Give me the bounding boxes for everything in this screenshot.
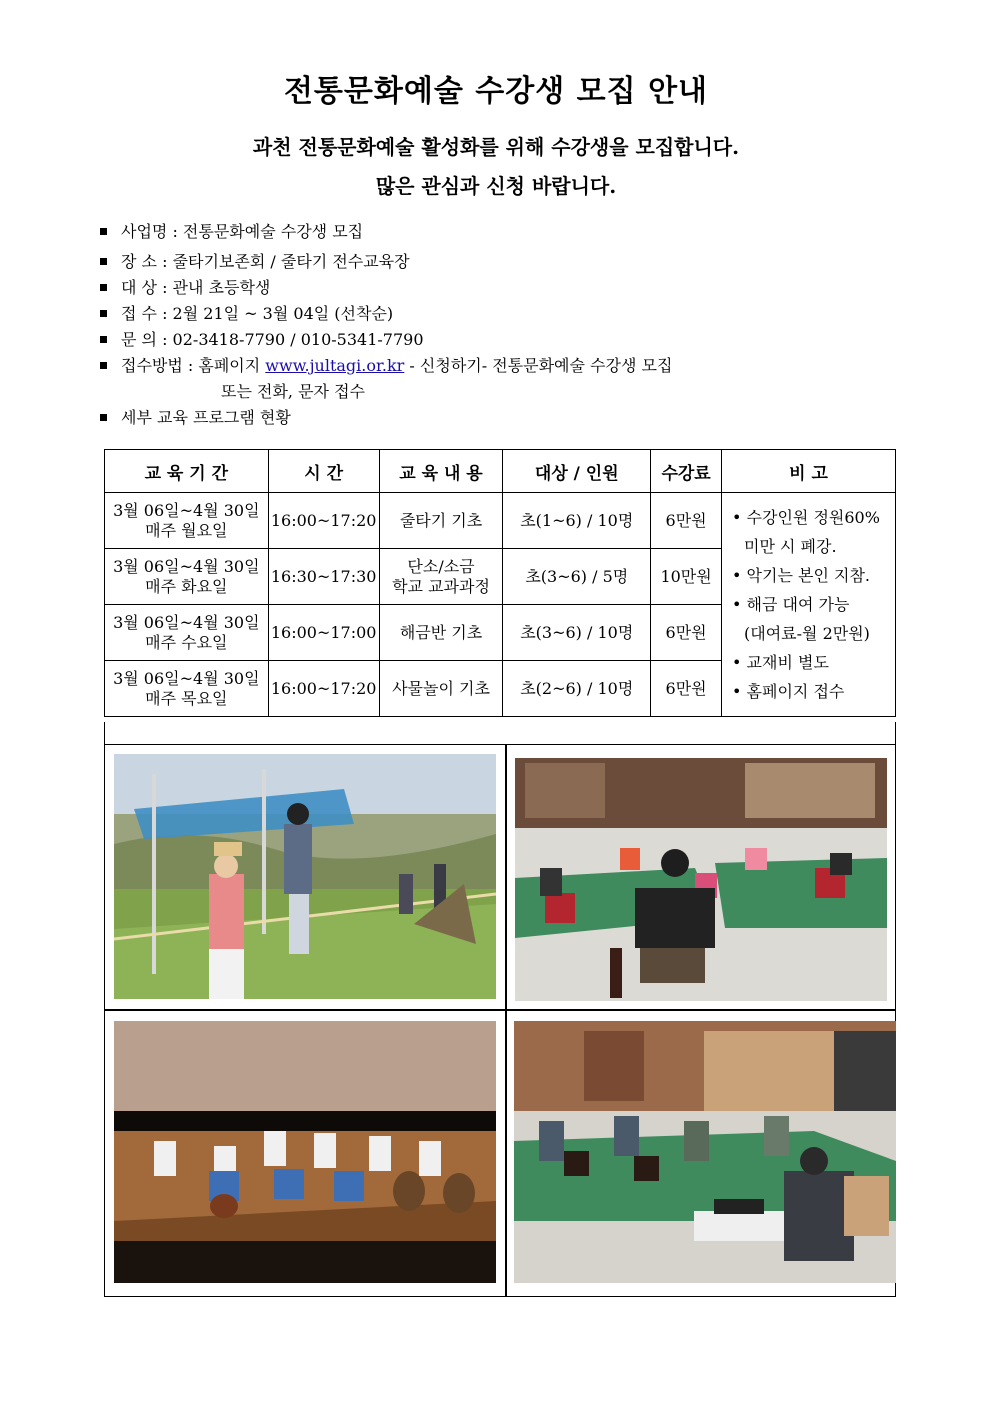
- cell-time: 16:30~17:30: [268, 549, 379, 605]
- cell-period: [105, 493, 269, 549]
- header-fee: 수강료: [651, 450, 722, 493]
- square-bullet-icon: [100, 310, 107, 317]
- homepage-link[interactable]: www.jultagi.or.kr: [265, 356, 405, 375]
- cell-content: [379, 493, 503, 549]
- cell-notes: [722, 493, 896, 717]
- cell-content: [379, 661, 503, 717]
- cell-period: [105, 549, 269, 605]
- cell-period: [105, 661, 269, 717]
- cell-target: 초(3~6) / 5명: [503, 549, 651, 605]
- cell-fee: 10만원: [651, 549, 722, 605]
- square-bullet-icon: [100, 284, 107, 291]
- cell-time: 16:00~17:20: [268, 493, 379, 549]
- grid-divider-vertical: [505, 745, 507, 1296]
- grid-divider-horizontal: [105, 1009, 895, 1011]
- note-line: (대여료-월 2만원): [744, 624, 870, 643]
- info-place: [100, 249, 920, 275]
- note-line: • 수강인원 정원60%: [732, 508, 880, 527]
- note-line: • 홈페이지 접수: [732, 682, 845, 701]
- photo-grid: [104, 722, 896, 1297]
- cell-period: [105, 605, 269, 661]
- photo-samulnori-stage: [114, 1021, 496, 1283]
- content-line: 줄타기 기초: [399, 510, 483, 530]
- info-place-text: 장 소 : 줄타기보존회 / 줄타기 전수교육장: [121, 252, 410, 271]
- header-content: 교 육 내 용: [379, 450, 503, 493]
- program-table: [104, 449, 896, 717]
- note-line: 미만 시 폐강.: [744, 537, 837, 556]
- note-line: • 교재비 별도: [732, 653, 829, 672]
- page-title: 전통문화예술 수강생 모집 안내: [283, 74, 709, 109]
- period-dates: 3월 06일~4월 30일: [113, 500, 260, 520]
- subtitle-line-2: 많은 관심과 신청 바랍니다.: [375, 174, 617, 198]
- header-period: 교 육 기 간: [105, 450, 269, 493]
- info-program: [100, 405, 920, 431]
- header-notes: 비 고: [722, 450, 896, 493]
- info-reception: [100, 301, 920, 327]
- cell-time: 16:00~17:00: [268, 605, 379, 661]
- info-inquiry-text: 문 의 : 02-3418-7790 / 010-5341-7790: [121, 330, 424, 349]
- photo-danso-class: [514, 1021, 896, 1283]
- info-target: [100, 275, 920, 301]
- photo-haegeum-class: [515, 758, 887, 1001]
- cell-target: 초(3~6) / 10명: [503, 605, 651, 661]
- period-dates: 3월 06일~4월 30일: [113, 556, 260, 576]
- content-line: 학교 교과과정: [392, 576, 490, 596]
- info-business-text: 사업명 : 전통문화예술 수강생 모집: [121, 222, 364, 241]
- info-list: [100, 219, 920, 431]
- header-target: 대상 / 인원: [503, 450, 651, 493]
- square-bullet-icon: [100, 336, 107, 343]
- period-dates: 3월 06일~4월 30일: [113, 612, 260, 632]
- table-header-row: [105, 450, 896, 493]
- subtitle-line-1: 과천 전통문화예술 활성화를 위해 수강생을 모집합니다.: [252, 135, 740, 159]
- cell-fee: 6만원: [651, 661, 722, 717]
- square-bullet-icon: [100, 228, 107, 235]
- period-weekday: 매주 목요일: [145, 688, 228, 708]
- period-weekday: 매주 월요일: [145, 520, 228, 540]
- info-method: [100, 353, 920, 379]
- square-bullet-icon: [100, 258, 107, 265]
- square-bullet-icon: [100, 414, 107, 421]
- period-weekday: 매주 수요일: [145, 632, 228, 652]
- info-method-suffix: - 신청하기- 전통문화예술 수강생 모집: [404, 356, 673, 375]
- photo-grid-top-strip: [105, 722, 895, 745]
- note-line: • 악기는 본인 지참.: [732, 566, 870, 585]
- content-line: 해금반 기초: [399, 622, 483, 642]
- info-target-text: 대 상 : 관내 초등학생: [121, 278, 271, 297]
- info-program-text: 세부 교육 프로그램 현황: [121, 408, 291, 427]
- period-weekday: 매주 화요일: [145, 576, 228, 596]
- cell-content: [379, 605, 503, 661]
- info-business: [100, 219, 920, 245]
- info-inquiry: [100, 327, 920, 353]
- square-bullet-icon: [100, 362, 107, 369]
- cell-target: 초(1~6) / 10명: [503, 493, 651, 549]
- note-line: • 해금 대여 가능: [732, 595, 850, 614]
- period-dates: 3월 06일~4월 30일: [113, 668, 260, 688]
- content-line: 사물놀이 기초: [392, 678, 490, 698]
- info-method-prefix: 접수방법 : 홈페이지: [121, 356, 266, 375]
- header-time: 시 간: [268, 450, 379, 493]
- content-line: 단소/소금: [407, 556, 475, 576]
- cell-content: [379, 549, 503, 605]
- info-method-continued: 또는 전화, 문자 접수: [221, 382, 365, 401]
- cell-fee: 6만원: [651, 493, 722, 549]
- info-reception-text: 접 수 : 2월 21일 ~ 3월 04일 (선착순): [121, 304, 394, 323]
- photo-tightrope-outdoor: [114, 754, 496, 999]
- cell-fee: 6만원: [651, 605, 722, 661]
- table-row: [105, 493, 896, 549]
- cell-time: 16:00~17:20: [268, 661, 379, 717]
- cell-target: 초(2~6) / 10명: [503, 661, 651, 717]
